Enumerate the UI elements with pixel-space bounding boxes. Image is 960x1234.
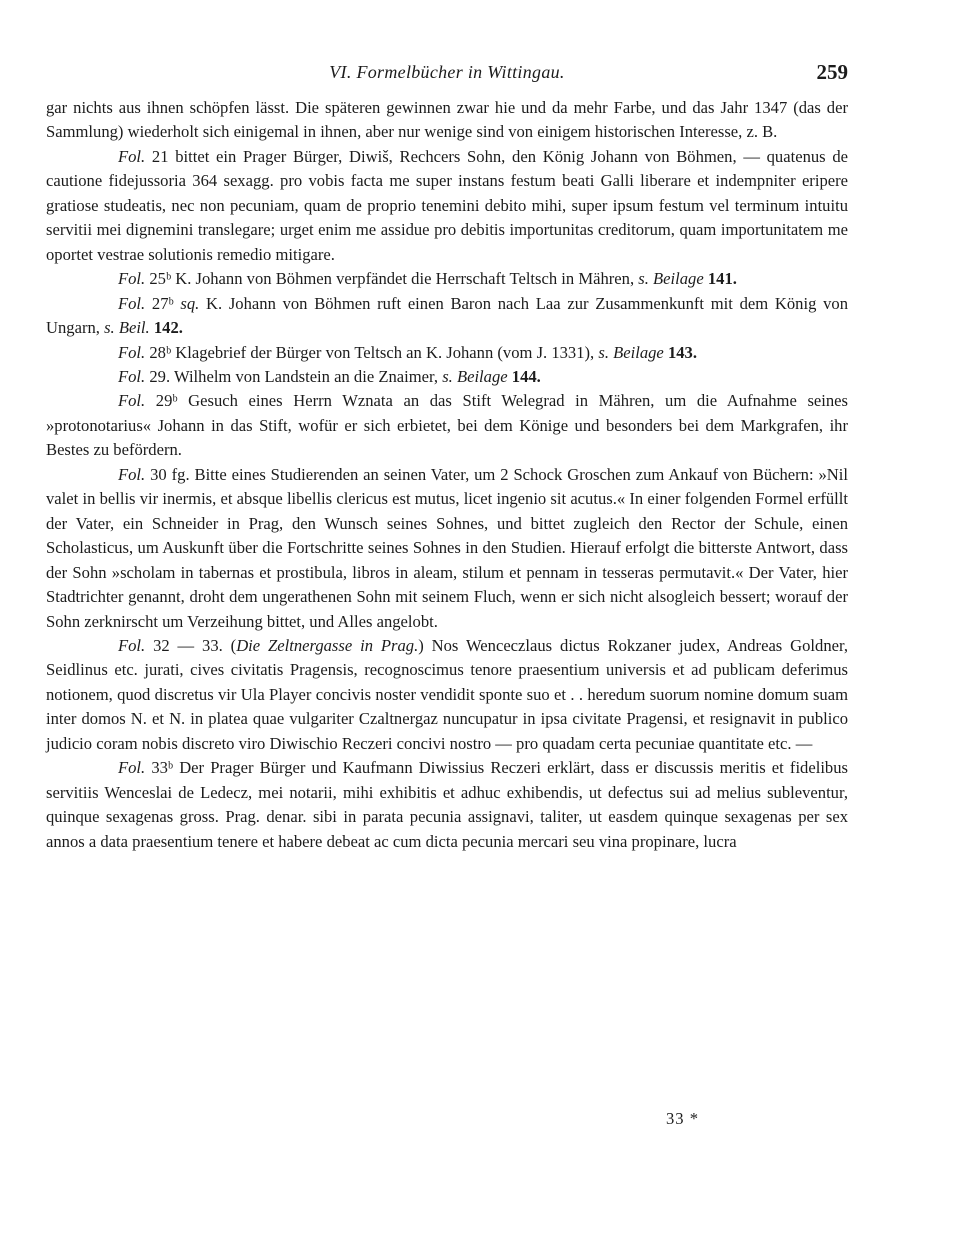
- beilage-label: s. Beil.: [104, 318, 150, 338]
- period: .: [536, 366, 541, 386]
- paragraph-text: 25ᵇ K. Johann von Böhmen verpfändet die Herrschaft Teltsch in Mähren,: [145, 269, 639, 289]
- fol-label: Fol.: [118, 146, 146, 166]
- beilage-number: 144: [511, 366, 537, 386]
- fol-label: Fol.: [118, 342, 146, 362]
- fol-label: Fol.: [118, 366, 146, 386]
- fol-label: Fol.: [118, 269, 146, 289]
- paragraph-text: ) Nos Wenceczlaus dictus Rokzaner judex, Andreas Goldner, Seidlinus etc. jurati, cives civitatis Pragensis, recognoscimus tenore praesentium universis et ad publicam deferimus notionem, quod discretus vir Ula Player concivis noster vendidit sponte suo et . . heredum suorum nomine domum suam inter domos N. et N. in platea quae vulgariter Czaltnergaz nuncupatur in ipsa civitate Pragensi, et resignavit in publico judicio coram nobis discreto viro Diwischio Reczeri concivi nostro — pro quadam certa pecuniae quantitate etc. —: [46, 635, 849, 753]
- body-text: [46, 96, 848, 854]
- beilage-label: s. Beilage: [442, 366, 508, 386]
- beilage-number: 143: [667, 342, 693, 362]
- paragraph-intro: [46, 96, 848, 145]
- page-header: [46, 60, 848, 96]
- paragraph-text: 28ᵇ Klagebrief der Bürger von Teltsch an K. Johann (vom J. 1331),: [145, 342, 599, 362]
- paragraph-fol-29b: [46, 389, 848, 462]
- paragraph-text: 33ᵇ Der Prager Bürger und Kaufmann Diwissius Reczeri erklärt, dass er discussis meritis et fidelibus servitiis Wenceslai de Ledecz, mei notarii, mihi exhibitis et adhuc exhibendis, ut defectus sui ad melius subleventur, quinque sexagenas gross. Prag. denar. sibi in parata pecunia assignavi, taliter, ut easdem quinque sexagenas per sex annos a data praesentium tenere et habere debeat ac cum dicta pecunia mercari seu vina propinare, lucra: [46, 758, 848, 851]
- fol-label: Fol.: [118, 635, 146, 655]
- page: [46, 60, 848, 854]
- paragraph-fol-27b: [46, 292, 848, 341]
- beilage-label: Beilage: [648, 269, 708, 289]
- paragraph-fol-21: [46, 145, 848, 267]
- paragraph-text: 30 fg. Bitte eines Studierenden an seinen Vater, um 2 Schock Groschen zum Ankauf von Büchern: »Nil valet in bellis vir inermis, et absque libellis clericus est mutus, licet ingenio sit acutus.« In einer folgenden Formel erfüllt der Vater, ein Schneider in Prag, den Wunsch seines Sohnes, und bittet zugleich den Rector der Schule, einen Scholasticus, um Auskunft über die Fortschritte seines Sohnes in den Studien. Hierauf erfolgt die bitterste Antwort, dass der Sohn »scholam in tabernas et prostibula, libros in aleam, stilum et pennam in tesseras permutavit.« Der Vater, hier Stadtrichter genannt, droht dem ungerathenen Sohn mit seinem Fluch, wenn er sich nicht alsogleich bessert; worauf der Sohn zerknirscht um Verzeihung bittet, und Alles angelobt.: [46, 464, 848, 631]
- running-head: VI. Formelbücher in Wittingau.: [329, 62, 565, 82]
- page-number: 259: [816, 60, 848, 84]
- fol-label: Fol.: [118, 293, 146, 313]
- paragraph-fol-32: [46, 634, 848, 756]
- paragraph-text: K. Johann von Böhmen ruft einen Baron nach Laa zur Zusammenkunft mit dem König von Ungarn,: [46, 293, 848, 338]
- fol-label: Fol.: [118, 391, 146, 411]
- paragraph-fol-25b: [46, 267, 848, 291]
- fol-label: Fol.: [118, 758, 146, 778]
- paragraph-fol-29: [46, 365, 848, 389]
- period: .: [178, 318, 183, 338]
- paragraph-text: 29ᵇ Gesuch eines Herrn Wznata an das Stift Welegrad in Mähren, um die Aufnahme seines »protonotarius« Johann in das Stift, wofür er sich erbietet, bei dem Könige und besonders bei dem Markgrafen, ihr Bestes zu befördern.: [46, 391, 848, 460]
- paragraph-fol-28b: [46, 341, 848, 365]
- beilage-number: 141: [707, 269, 733, 289]
- section-title: Die Zeltnergasse in Prag.: [236, 635, 419, 655]
- paragraph-text: 27ᵇ: [145, 293, 181, 313]
- paragraph-text: gar nichts aus ihnen schöpfen lässt. Die späteren gewinnen zwar hie und da mehr Farbe, und das Jahr 1347 (das der Sammlung) wiederholt sich einigemal in ihnen, aber nur wenige sind von einigem historischen Interesse, z. B.: [46, 98, 848, 142]
- period: .: [732, 269, 737, 289]
- signature-mark: 33 *: [666, 1109, 700, 1128]
- beilage-number: 142: [153, 318, 179, 338]
- period: .: [692, 342, 697, 362]
- paragraph-text: 29. Wilhelm von Landstein an die Znaimer,: [145, 366, 443, 386]
- sq-label: sq.: [180, 293, 200, 313]
- beilage-label: s. Beilage: [598, 342, 664, 362]
- paragraph-text: 32 — 33. (: [145, 635, 237, 655]
- see-label: s.: [638, 269, 649, 289]
- paragraph-fol-30: [46, 463, 848, 634]
- paragraph-text: 21 bittet ein Prager Bürger, Diwiš, Rechcers Sohn, den König Johann von Böhmen, — quatenus de cautione fidejussoria 364 sexagg. pro vobis facta me super instans festum beati Galli liberare et indempniter eripere gratiose studeatis, nec non pecuniam, quam de proprio tenemini debito mihi, super ipsum festum vel terminum intuitu servitii mei dignemini translegare; urget enim me assidue pro debitis importunitas creditorum, quam importunitatem me oportet vestrae solutionis remedio mitigare.: [46, 146, 848, 264]
- fol-label: Fol.: [118, 464, 146, 484]
- paragraph-fol-33b: [46, 756, 848, 854]
